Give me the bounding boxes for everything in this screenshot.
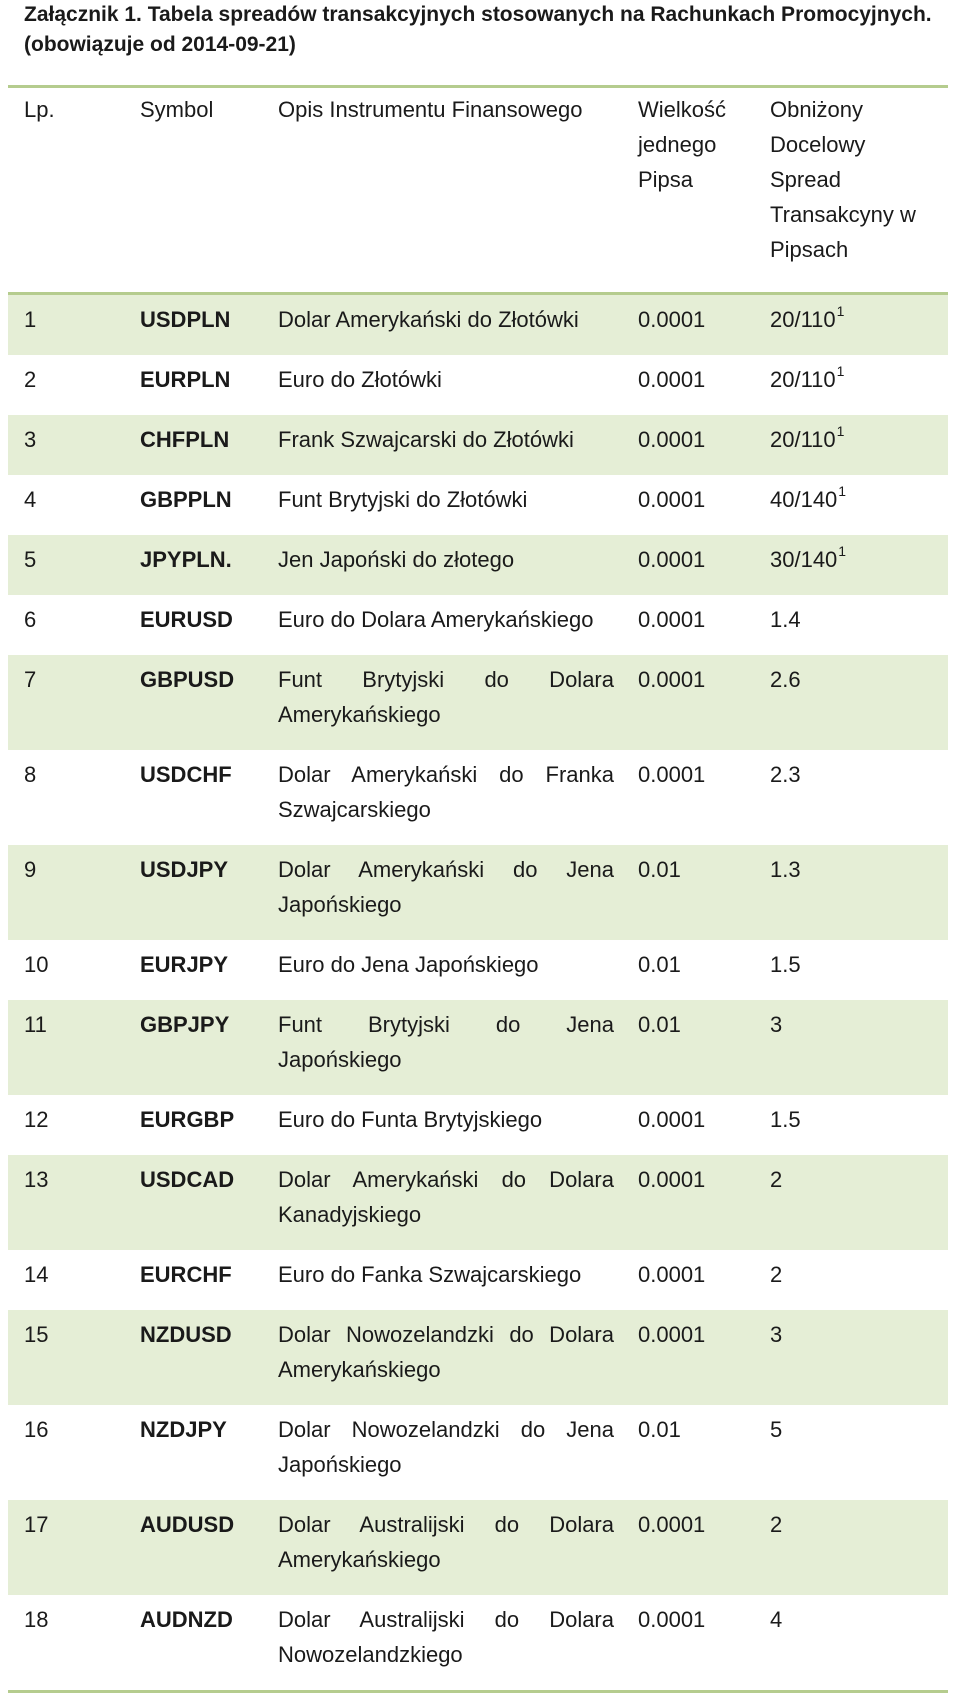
cell-spread bbox=[754, 1155, 948, 1250]
table-row bbox=[8, 415, 948, 475]
cell-spread bbox=[754, 294, 948, 356]
cell-description-text: Dolar Amerykański do Franka Szwajcarskiego bbox=[278, 762, 614, 822]
cell-symbol-text: NZDJPY bbox=[140, 1417, 227, 1442]
cell-lp-text: 11 bbox=[24, 1012, 47, 1037]
cell-description bbox=[262, 1250, 622, 1310]
cell-pip-size bbox=[622, 1595, 754, 1692]
cell-spread-text: 1.3 bbox=[770, 857, 801, 882]
cell-symbol bbox=[124, 750, 262, 845]
header-symbol: Symbol bbox=[140, 97, 214, 122]
cell-symbol bbox=[124, 1500, 262, 1595]
cell-description bbox=[262, 1155, 622, 1250]
document-title-line-1: Załącznik 1. Tabela spreadów transakcyjnych stosowanych na Rachunkach Promocyjnych. bbox=[24, 3, 932, 26]
table-row bbox=[8, 535, 948, 595]
cell-symbol bbox=[124, 535, 262, 595]
cell-description-text: Dolar Amerykański do Jena Japońskiego bbox=[278, 857, 614, 917]
cell-spread bbox=[754, 475, 948, 535]
cell-description-text: Dolar Australijski do Dolara Nowozelandzkiego bbox=[278, 1607, 614, 1667]
cell-description bbox=[262, 1000, 622, 1095]
cell-symbol bbox=[124, 355, 262, 415]
header-lp: Lp. bbox=[24, 97, 55, 122]
cell-spread bbox=[754, 415, 948, 475]
cell-symbol bbox=[124, 655, 262, 750]
cell-lp bbox=[8, 294, 124, 356]
cell-lp bbox=[8, 595, 124, 655]
cell-lp-text: 10 bbox=[24, 952, 49, 977]
cell-symbol bbox=[124, 1405, 262, 1500]
cell-lp bbox=[8, 1000, 124, 1095]
cell-lp bbox=[8, 475, 124, 535]
cell-pip-size-text: 0.0001 bbox=[638, 1262, 706, 1287]
cell-pip-size bbox=[622, 1500, 754, 1595]
cell-description bbox=[262, 1595, 622, 1692]
cell-symbol-text: NZDUSD bbox=[140, 1322, 232, 1347]
cell-description bbox=[262, 535, 622, 595]
cell-spread-text: 40/140 bbox=[770, 487, 838, 512]
table-row bbox=[8, 1595, 948, 1692]
cell-pip-size-text: 0.0001 bbox=[638, 1512, 706, 1537]
cell-spread bbox=[754, 1095, 948, 1155]
cell-pip-size-text: 0.01 bbox=[638, 1417, 681, 1442]
table-row bbox=[8, 1310, 948, 1405]
cell-spread bbox=[754, 1405, 948, 1500]
cell-symbol bbox=[124, 1310, 262, 1405]
cell-lp bbox=[8, 415, 124, 475]
cell-description-text: Funt Brytyjski do Dolara Amerykańskiego bbox=[278, 667, 614, 727]
cell-lp bbox=[8, 655, 124, 750]
cell-spread bbox=[754, 750, 948, 845]
cell-spread bbox=[754, 595, 948, 655]
cell-lp-text: 8 bbox=[24, 762, 37, 787]
cell-symbol bbox=[124, 1155, 262, 1250]
cell-description bbox=[262, 750, 622, 845]
cell-pip-size-text: 0.0001 bbox=[638, 1607, 706, 1632]
cell-pip-size-text: 0.01 bbox=[638, 1012, 681, 1037]
cell-spread-text: 20/110 bbox=[770, 427, 836, 452]
table-row bbox=[8, 595, 948, 655]
cell-description bbox=[262, 940, 622, 1000]
cell-lp bbox=[8, 1250, 124, 1310]
cell-lp bbox=[8, 750, 124, 845]
cell-spread-text: 1.5 bbox=[770, 1107, 801, 1132]
cell-lp-text: 2 bbox=[24, 367, 37, 392]
cell-lp-text: 16 bbox=[24, 1417, 49, 1442]
cell-pip-size bbox=[622, 1000, 754, 1095]
cell-description-text: Dolar Australijski do Dolara Amerykańskiego bbox=[278, 1512, 614, 1572]
cell-spread bbox=[754, 535, 948, 595]
cell-symbol-text: GBPPLN bbox=[140, 487, 232, 512]
table-row bbox=[8, 355, 948, 415]
cell-pip-size bbox=[622, 750, 754, 845]
cell-lp-text: 13 bbox=[24, 1167, 49, 1192]
cell-description-text: Jen Japoński do złotego bbox=[278, 547, 515, 572]
footnote-marker: 1 bbox=[836, 303, 845, 319]
table-header-row bbox=[8, 87, 948, 294]
cell-description-text: Funt Brytyjski do Złotówki bbox=[278, 487, 528, 512]
cell-lp-text: 3 bbox=[24, 427, 37, 452]
table-row bbox=[8, 1500, 948, 1595]
cell-description bbox=[262, 655, 622, 750]
table-body bbox=[8, 294, 948, 1692]
spread-table bbox=[8, 85, 948, 1693]
cell-spread-text: 20/110 bbox=[770, 367, 836, 392]
cell-spread-text: 2 bbox=[770, 1167, 783, 1192]
cell-symbol-text: EURGBP bbox=[140, 1107, 235, 1132]
document-title-line-2: (obowiązuje od 2014-09-21) bbox=[24, 33, 296, 56]
cell-symbol-text: EURUSD bbox=[140, 607, 233, 632]
table-row bbox=[8, 845, 948, 940]
table-row bbox=[8, 655, 948, 750]
cell-symbol-text: AUDNZD bbox=[140, 1607, 233, 1632]
cell-lp-text: 14 bbox=[24, 1262, 49, 1287]
cell-lp-text: 18 bbox=[24, 1607, 49, 1632]
cell-pip-size bbox=[622, 415, 754, 475]
cell-pip-size-text: 0.0001 bbox=[638, 367, 706, 392]
cell-symbol bbox=[124, 1250, 262, 1310]
table-row bbox=[8, 1155, 948, 1250]
cell-pip-size bbox=[622, 1310, 754, 1405]
cell-symbol bbox=[124, 1000, 262, 1095]
cell-lp bbox=[8, 1500, 124, 1595]
header-pip-size: Wielkość jednego Pipsa bbox=[638, 97, 727, 192]
cell-description bbox=[262, 415, 622, 475]
cell-symbol-text: USDPLN bbox=[140, 307, 231, 332]
cell-symbol bbox=[124, 1595, 262, 1692]
cell-pip-size-text: 0.0001 bbox=[638, 667, 706, 692]
cell-pip-size bbox=[622, 595, 754, 655]
cell-description-text: Dolar Amerykański do Złotówki bbox=[278, 307, 579, 332]
cell-pip-size bbox=[622, 1155, 754, 1250]
footnote-marker: 1 bbox=[838, 483, 847, 499]
cell-symbol-text: USDJPY bbox=[140, 857, 229, 882]
cell-spread-text: 2 bbox=[770, 1512, 783, 1537]
cell-description-text: Dolar Nowozelandzki do Jena Japońskiego bbox=[278, 1417, 614, 1477]
table-row bbox=[8, 1250, 948, 1310]
cell-symbol bbox=[124, 845, 262, 940]
cell-symbol-text: USDCHF bbox=[140, 762, 232, 787]
cell-description-text: Euro do Dolara Amerykańskiego bbox=[278, 607, 594, 632]
cell-description bbox=[262, 355, 622, 415]
cell-pip-size bbox=[622, 1250, 754, 1310]
cell-lp-text: 12 bbox=[24, 1107, 49, 1132]
cell-pip-size-text: 0.01 bbox=[638, 857, 681, 882]
cell-description bbox=[262, 1405, 622, 1500]
cell-symbol-text: USDCAD bbox=[140, 1167, 235, 1192]
cell-spread-text: 5 bbox=[770, 1417, 783, 1442]
header-spread: Obniżony Docelowy Spread Transakcyny w Pipsach bbox=[770, 97, 916, 262]
cell-lp-text: 17 bbox=[24, 1512, 49, 1537]
cell-lp bbox=[8, 1310, 124, 1405]
cell-pip-size bbox=[622, 355, 754, 415]
cell-lp-text: 7 bbox=[24, 667, 37, 692]
cell-symbol bbox=[124, 475, 262, 535]
cell-description-text: Dolar Nowozelandzki do Dolara Amerykańskiego bbox=[278, 1322, 614, 1382]
cell-description bbox=[262, 595, 622, 655]
cell-description bbox=[262, 294, 622, 356]
cell-description-text: Euro do Fanka Szwajcarskiego bbox=[278, 1262, 582, 1287]
cell-symbol bbox=[124, 294, 262, 356]
cell-lp-text: 1 bbox=[24, 307, 37, 332]
cell-symbol-text: AUDUSD bbox=[140, 1512, 235, 1537]
table-row bbox=[8, 294, 948, 356]
footnote-marker: 1 bbox=[836, 423, 845, 439]
cell-description-text: Funt Brytyjski do Jena Japońskiego bbox=[278, 1012, 614, 1072]
cell-symbol-text: JPYPLN. bbox=[140, 547, 232, 572]
cell-pip-size bbox=[622, 475, 754, 535]
cell-spread-text: 20/110 bbox=[770, 307, 836, 332]
cell-spread bbox=[754, 1595, 948, 1692]
cell-pip-size bbox=[622, 1405, 754, 1500]
cell-lp-text: 9 bbox=[24, 857, 37, 882]
cell-symbol bbox=[124, 415, 262, 475]
cell-spread bbox=[754, 655, 948, 750]
cell-pip-size bbox=[622, 940, 754, 1000]
cell-spread bbox=[754, 1250, 948, 1310]
table-row bbox=[8, 1000, 948, 1095]
cell-pip-size-text: 0.0001 bbox=[638, 1167, 706, 1192]
cell-description bbox=[262, 475, 622, 535]
table-row bbox=[8, 750, 948, 845]
cell-lp-text: 5 bbox=[24, 547, 37, 572]
cell-description bbox=[262, 1500, 622, 1595]
cell-pip-size-text: 0.0001 bbox=[638, 547, 706, 572]
cell-symbol bbox=[124, 595, 262, 655]
cell-pip-size-text: 0.0001 bbox=[638, 1107, 706, 1132]
cell-spread-text: 2.3 bbox=[770, 762, 801, 787]
cell-lp bbox=[8, 1595, 124, 1692]
cell-lp-text: 15 bbox=[24, 1322, 49, 1347]
cell-symbol-text: EURCHF bbox=[140, 1262, 232, 1287]
cell-pip-size-text: 0.01 bbox=[638, 952, 681, 977]
cell-pip-size-text: 0.0001 bbox=[638, 487, 706, 512]
cell-description bbox=[262, 1310, 622, 1405]
cell-description-text: Euro do Złotówki bbox=[278, 367, 442, 392]
cell-description-text: Euro do Funta Brytyjskiego bbox=[278, 1107, 543, 1132]
cell-lp bbox=[8, 1405, 124, 1500]
cell-symbol-text: CHFPLN bbox=[140, 427, 230, 452]
table-row bbox=[8, 475, 948, 535]
document-title bbox=[24, 0, 954, 60]
cell-pip-size-text: 0.0001 bbox=[638, 762, 706, 787]
cell-spread-text: 1.4 bbox=[770, 607, 801, 632]
cell-pip-size bbox=[622, 655, 754, 750]
cell-symbol-text: EURPLN bbox=[140, 367, 231, 392]
cell-description-text: Dolar Amerykański do Dolara Kanadyjskiego bbox=[278, 1167, 614, 1227]
cell-spread bbox=[754, 845, 948, 940]
cell-pip-size-text: 0.0001 bbox=[638, 1322, 706, 1347]
cell-lp-text: 4 bbox=[24, 487, 37, 512]
cell-lp-text: 6 bbox=[24, 607, 37, 632]
footnote-marker: 1 bbox=[838, 543, 847, 559]
cell-symbol bbox=[124, 1095, 262, 1155]
header-description: Opis Instrumentu Finansowego bbox=[278, 97, 583, 122]
cell-spread bbox=[754, 1000, 948, 1095]
cell-spread-text: 3 bbox=[770, 1012, 783, 1037]
cell-description-text: Frank Szwajcarski do Złotówki bbox=[278, 427, 574, 452]
cell-lp bbox=[8, 1155, 124, 1250]
cell-description bbox=[262, 1095, 622, 1155]
cell-lp bbox=[8, 535, 124, 595]
cell-pip-size-text: 0.0001 bbox=[638, 607, 706, 632]
cell-lp bbox=[8, 940, 124, 1000]
cell-description bbox=[262, 845, 622, 940]
cell-symbol-text: GBPJPY bbox=[140, 1012, 230, 1037]
cell-lp bbox=[8, 845, 124, 940]
cell-symbol-text: EURJPY bbox=[140, 952, 229, 977]
cell-spread-text: 3 bbox=[770, 1322, 783, 1347]
cell-pip-size bbox=[622, 535, 754, 595]
cell-pip-size bbox=[622, 845, 754, 940]
cell-spread bbox=[754, 355, 948, 415]
table-row bbox=[8, 1095, 948, 1155]
cell-spread-text: 1.5 bbox=[770, 952, 801, 977]
cell-pip-size-text: 0.0001 bbox=[638, 307, 706, 332]
cell-spread bbox=[754, 1310, 948, 1405]
cell-spread-text: 2.6 bbox=[770, 667, 801, 692]
cell-spread bbox=[754, 940, 948, 1000]
cell-spread-text: 30/140 bbox=[770, 547, 838, 572]
cell-lp bbox=[8, 355, 124, 415]
cell-spread-text: 2 bbox=[770, 1262, 783, 1287]
table-row bbox=[8, 1405, 948, 1500]
table-row bbox=[8, 940, 948, 1000]
cell-symbol-text: GBPUSD bbox=[140, 667, 235, 692]
footnote-marker: 1 bbox=[836, 363, 845, 379]
cell-spread-text: 4 bbox=[770, 1607, 783, 1632]
cell-symbol bbox=[124, 940, 262, 1000]
cell-lp bbox=[8, 1095, 124, 1155]
cell-spread bbox=[754, 1500, 948, 1595]
cell-description-text: Euro do Jena Japońskiego bbox=[278, 952, 539, 977]
cell-pip-size bbox=[622, 294, 754, 356]
cell-pip-size-text: 0.0001 bbox=[638, 427, 706, 452]
cell-pip-size bbox=[622, 1095, 754, 1155]
